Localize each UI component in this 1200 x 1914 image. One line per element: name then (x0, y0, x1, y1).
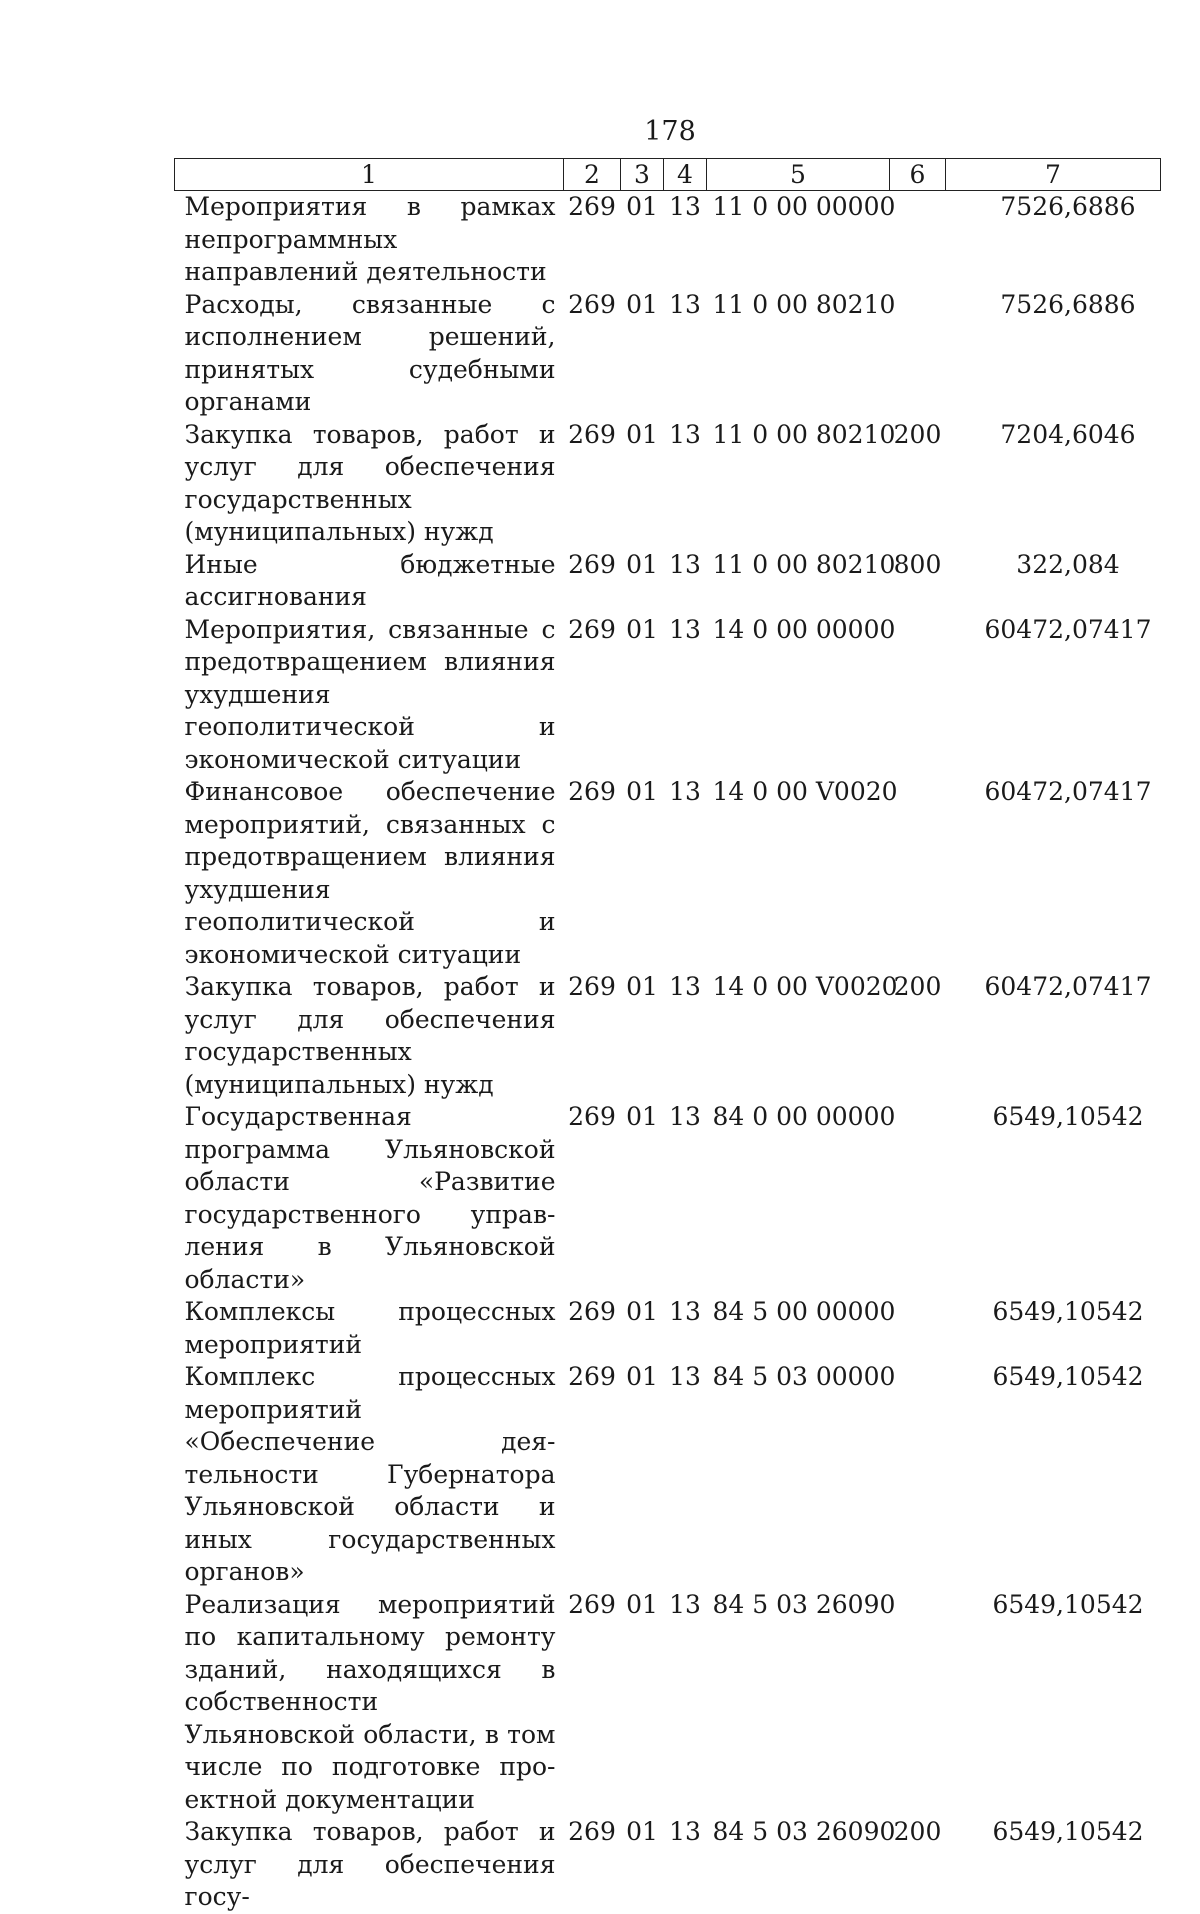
row-col6-cell (890, 191, 946, 289)
row-name-cell: Расходы, связанные с исполнением решений, принятых судебными органами (184, 289, 556, 416)
row-col5-cell: 11 0 00 80210 (712, 289, 896, 319)
row-col3-cell: 01 (626, 1102, 658, 1131)
row-col5-cell: 84 5 03 26090 (712, 1817, 896, 1846)
row-col4-cell: 13 (669, 614, 701, 644)
row-col3-cell: 01 (626, 549, 658, 579)
row-col3-cell: 01 (626, 1297, 658, 1326)
row-col2-cell: 269 (568, 1817, 616, 1846)
row-col7-cell: 322,084 (1016, 549, 1120, 579)
row-name-cell: Закупка товаров, работ и услуг для обеспечения государственных (муниципальных) нужд (184, 972, 556, 1099)
row-col2-cell: 269 (568, 972, 616, 1001)
budget-table (174, 158, 1161, 1914)
row-col6-cell (890, 1296, 946, 1361)
header-col-6: 6 (890, 159, 946, 191)
row-col2-cell: 269 (568, 1297, 616, 1326)
table-row (175, 1296, 1161, 1361)
row-col6-cell: 200 (893, 419, 942, 449)
header-col-1: 1 (175, 159, 564, 191)
row-col4-cell: 13 (669, 777, 701, 806)
row-col7-cell: 7204,6046 (1000, 419, 1136, 449)
row-col3-cell: 01 (626, 289, 658, 319)
table-body (175, 191, 1161, 1914)
row-col3-cell: 01 (626, 1817, 658, 1846)
row-col7-cell: 60472,07417 (984, 614, 1152, 644)
header-col-3: 3 (621, 159, 664, 191)
row-col5-cell: 14 0 00 V0020 (712, 777, 898, 806)
row-col5-cell: 84 0 00 00000 (712, 1102, 896, 1131)
row-col6-cell (890, 1361, 946, 1589)
row-col4-cell: 13 (669, 1102, 701, 1131)
header-col-7: 7 (946, 159, 1161, 191)
table-row (175, 971, 1161, 1101)
row-name-cell: Реализация мероприятий по капитальному ремонту зданий, находящихся в собственности Ульяновской области, в том числе по подготовке проектной документации (184, 1589, 556, 1814)
page-number: 178 (644, 116, 696, 147)
row-col4-cell: 13 (669, 1817, 701, 1846)
row-name-cell: Государственная программа Ульяновской области «Развитие государственного управления в Ульяновской области» (184, 1102, 556, 1294)
row-name-cell: Иные бюджетные ассигнования (184, 549, 556, 611)
row-col3-cell: 01 (626, 419, 658, 449)
row-col7-cell: 6549,10542 (992, 1297, 1144, 1326)
row-name-cell: Мероприятия в рамках непрограммных направлений деятельности (184, 192, 556, 286)
row-col5-cell: 11 0 00 80210 (712, 549, 896, 579)
row-col6-cell (890, 1589, 946, 1817)
row-col5-cell: 14 0 00 V0020 (712, 972, 898, 1001)
row-col5-cell: 84 5 03 26090 (712, 1589, 896, 1619)
row-col2-cell: 269 (568, 1102, 616, 1131)
row-col2-cell: 269 (568, 777, 616, 806)
row-col5-cell: 84 5 00 00000 (712, 1297, 896, 1326)
row-col7-cell: 7526,6886 (1000, 289, 1136, 319)
row-name-cell: Комплекс процессных мероприятий «Обеспечение деятельности Губернатора Ульяновской области и иных государственных органов» (184, 1362, 556, 1586)
row-col2-cell: 269 (568, 1589, 616, 1619)
row-col7-cell: 7526,6886 (1000, 192, 1136, 221)
table-row (175, 1589, 1161, 1817)
row-col4-cell: 13 (669, 289, 701, 319)
row-name-cell: Комплексы процессных мероприятий (184, 1297, 556, 1359)
row-col5-cell: 14 0 00 00000 (712, 614, 896, 644)
header-col-5: 5 (707, 159, 890, 191)
header-col-4: 4 (664, 159, 707, 191)
row-col6-cell: 200 (893, 972, 942, 1001)
row-name-cell: Мероприятия, связанные с предотвращением влияния ухудшения геополитической и экономической ситуации (184, 614, 556, 774)
row-col2-cell: 269 (568, 419, 616, 449)
row-col3-cell: 01 (626, 614, 658, 644)
row-col7-cell: 6549,10542 (992, 1817, 1144, 1846)
row-col6-cell (890, 1101, 946, 1296)
row-col7-cell: 6549,10542 (992, 1102, 1144, 1131)
table-row (175, 191, 1161, 289)
row-col7-cell: 60472,07417 (984, 777, 1152, 806)
row-col4-cell: 13 (669, 549, 701, 579)
row-col4-cell: 13 (669, 1589, 701, 1619)
row-col7-cell: 60472,07417 (984, 972, 1152, 1001)
row-col5-cell: 84 5 03 00000 (712, 1362, 896, 1391)
row-col3-cell: 01 (626, 192, 658, 221)
row-col6-cell (890, 614, 946, 777)
table-header (175, 159, 1161, 191)
row-col3-cell: 01 (626, 972, 658, 1001)
row-col6-cell (890, 776, 946, 971)
row-col3-cell: 01 (626, 777, 658, 806)
row-col3-cell: 01 (626, 1362, 658, 1391)
row-col4-cell: 13 (669, 1297, 701, 1326)
table-row (175, 1101, 1161, 1296)
row-col4-cell: 13 (669, 1362, 701, 1391)
row-col2-cell: 269 (568, 1362, 616, 1391)
table-row (175, 614, 1161, 777)
table-row (175, 289, 1161, 419)
row-col4-cell: 13 (669, 972, 701, 1001)
row-col7-cell: 6549,10542 (992, 1589, 1144, 1619)
row-col5-cell: 11 0 00 00000 (712, 192, 896, 221)
row-name-cell: Закупка товаров, работ и услуг для обеспечения государственных (муниципальных) нужд (184, 419, 556, 546)
row-col6-cell: 800 (893, 549, 942, 579)
table-row (175, 776, 1161, 971)
table-row (175, 549, 1161, 614)
row-name-cell: Финансовое обеспечение мероприятий, связанных с предотвращением влияния ухудшения геополитической и экономической ситуации (184, 777, 556, 969)
row-name-cell: Закупка товаров, работ и услуг для обеспечения госу- (184, 1817, 556, 1911)
header-col-2: 2 (564, 159, 621, 191)
row-col3-cell: 01 (626, 1589, 658, 1619)
table-row (175, 1816, 1161, 1914)
table-row (175, 1361, 1161, 1589)
row-col2-cell: 269 (568, 614, 616, 644)
table-row (175, 419, 1161, 549)
row-col5-cell: 11 0 00 80210 (712, 419, 896, 449)
row-col2-cell: 269 (568, 192, 616, 221)
row-col6-cell (890, 289, 946, 419)
row-col4-cell: 13 (669, 419, 701, 449)
row-col6-cell: 200 (893, 1817, 942, 1846)
header-row (175, 159, 1161, 191)
row-col2-cell: 269 (568, 289, 616, 319)
row-col7-cell: 6549,10542 (992, 1362, 1144, 1391)
row-col4-cell: 13 (669, 192, 701, 221)
row-col2-cell: 269 (568, 549, 616, 579)
